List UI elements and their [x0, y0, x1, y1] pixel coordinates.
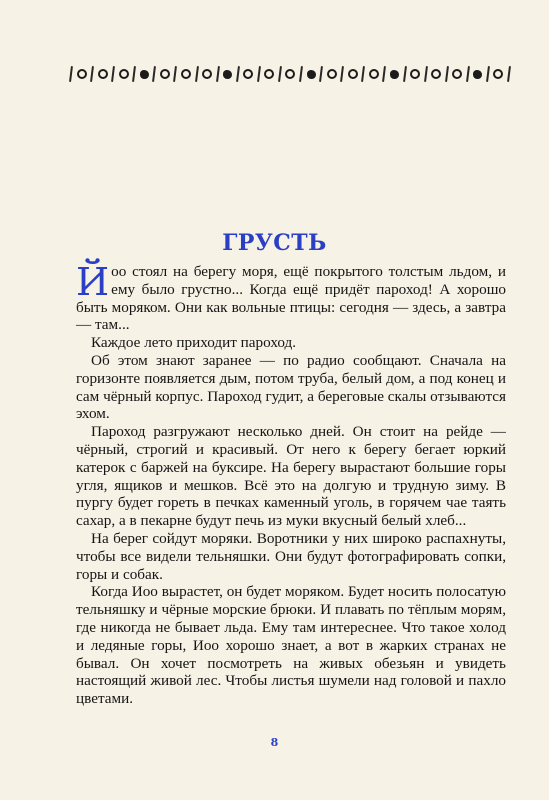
paragraph-2: Каждое лето приходит пароход. [91, 334, 297, 352]
ornament-dot [493, 69, 503, 79]
paragraph-6: Когда Иоо вырастет, он будет моряком. Будет носить полосатую тельняшку и чёрные морские брюки. И плавать по тёплым морям, где никогда не бывает льда. Ему там интереснее. Что такое холод и ледяные горы, Иоо хорошо знает, а вот в жарких странах не бывал. Он хочет посмотреть на живых обезьян и увидеть настоящий живой лес. Чтобы листья шумели над головой и пахло цветами. [76, 583, 506, 708]
ornament-bar [403, 66, 407, 82]
story-text [76, 260, 506, 708]
ornament-bar [299, 66, 303, 82]
ornament-bar [278, 66, 282, 82]
ornament-bar [69, 66, 73, 82]
paragraph-1-text: оо стоял на берегу моря, ещё покрытого толстым льдом, и ему было грустно... Когда ещё придёт пароход! А хорошо быть моряком. Они как вольные птицы: сегодня — здесь, а завтра — там... [76, 263, 506, 334]
ornament-bar [216, 66, 220, 82]
ornament-dot [223, 70, 232, 79]
ornament-bar [111, 66, 115, 82]
ornament-dot [202, 69, 212, 79]
ornament-dot [264, 69, 274, 79]
ornament-bar [445, 66, 449, 82]
ornament-bar [507, 66, 511, 82]
ornament-bar [466, 66, 470, 82]
ornament-dot [160, 69, 170, 79]
ornament-dot [98, 69, 108, 79]
paragraph-3: Об этом знают заранее — по радио сообщают. Сначала на горизонте появляется дым, потом труба, белый дом, а под конец и сам чёрный корпус. Пароход гудит, а береговые скалы отзываются эхом. [76, 351, 506, 423]
ornament-bar [195, 66, 199, 82]
ornament-dot [452, 69, 462, 79]
ornament-dot [410, 69, 420, 79]
ornament-dot [348, 69, 358, 79]
ornament-bar [236, 66, 240, 82]
ornament-dot [431, 69, 441, 79]
ornament-bar [361, 66, 365, 82]
ornament-bar [257, 66, 261, 82]
paragraph-5: На берег сойдут моряки. Воротники у них широко распахнуты, чтобы все видели тельняшки. Они будут фотографировать сопки, горы и собак. [76, 529, 506, 583]
ornament-bar [132, 66, 136, 82]
ornament-bar [152, 66, 156, 82]
ornament-dot [390, 70, 399, 79]
paragraph-4: Пароход разгружают несколько дней. Он стоит на рейде — чёрный, строгий и красивый. От него к берегу бегает юркий катерок с баржей на буксире. На берегу вырастают большие горы угля, ящиков и мешков. Всё это на долгую и трудную зиму. В пургу будет гореть в печках каменный уголь, в горячем чае таять сахар, а в пекарне будут печь из муки вкусный белый хлеб... [76, 423, 506, 530]
ornament-bar [424, 66, 428, 82]
ornament-bar [382, 66, 386, 82]
ornament-dot [369, 69, 379, 79]
ornament-dot [181, 69, 191, 79]
ornament-dot [307, 70, 316, 79]
paragraph-1 [76, 260, 506, 334]
page-number: 8 [270, 736, 279, 749]
drop-cap: Й [76, 260, 110, 304]
ornament-dot [140, 70, 149, 79]
ornament-dot [243, 69, 253, 79]
ornament-bar [340, 66, 344, 82]
ornament-bar [319, 66, 323, 82]
ornament-dot [77, 69, 87, 79]
ornament-bar [486, 66, 490, 82]
ornament-dot [285, 69, 295, 79]
ornament-bar [174, 66, 178, 82]
ornament-dot [327, 69, 337, 79]
ornament-dot [119, 69, 129, 79]
ornament-bar [90, 66, 94, 82]
decorative-ornament [70, 62, 510, 86]
ornament-dot [473, 70, 482, 79]
chapter-title: ГРУСТЬ [222, 230, 327, 256]
